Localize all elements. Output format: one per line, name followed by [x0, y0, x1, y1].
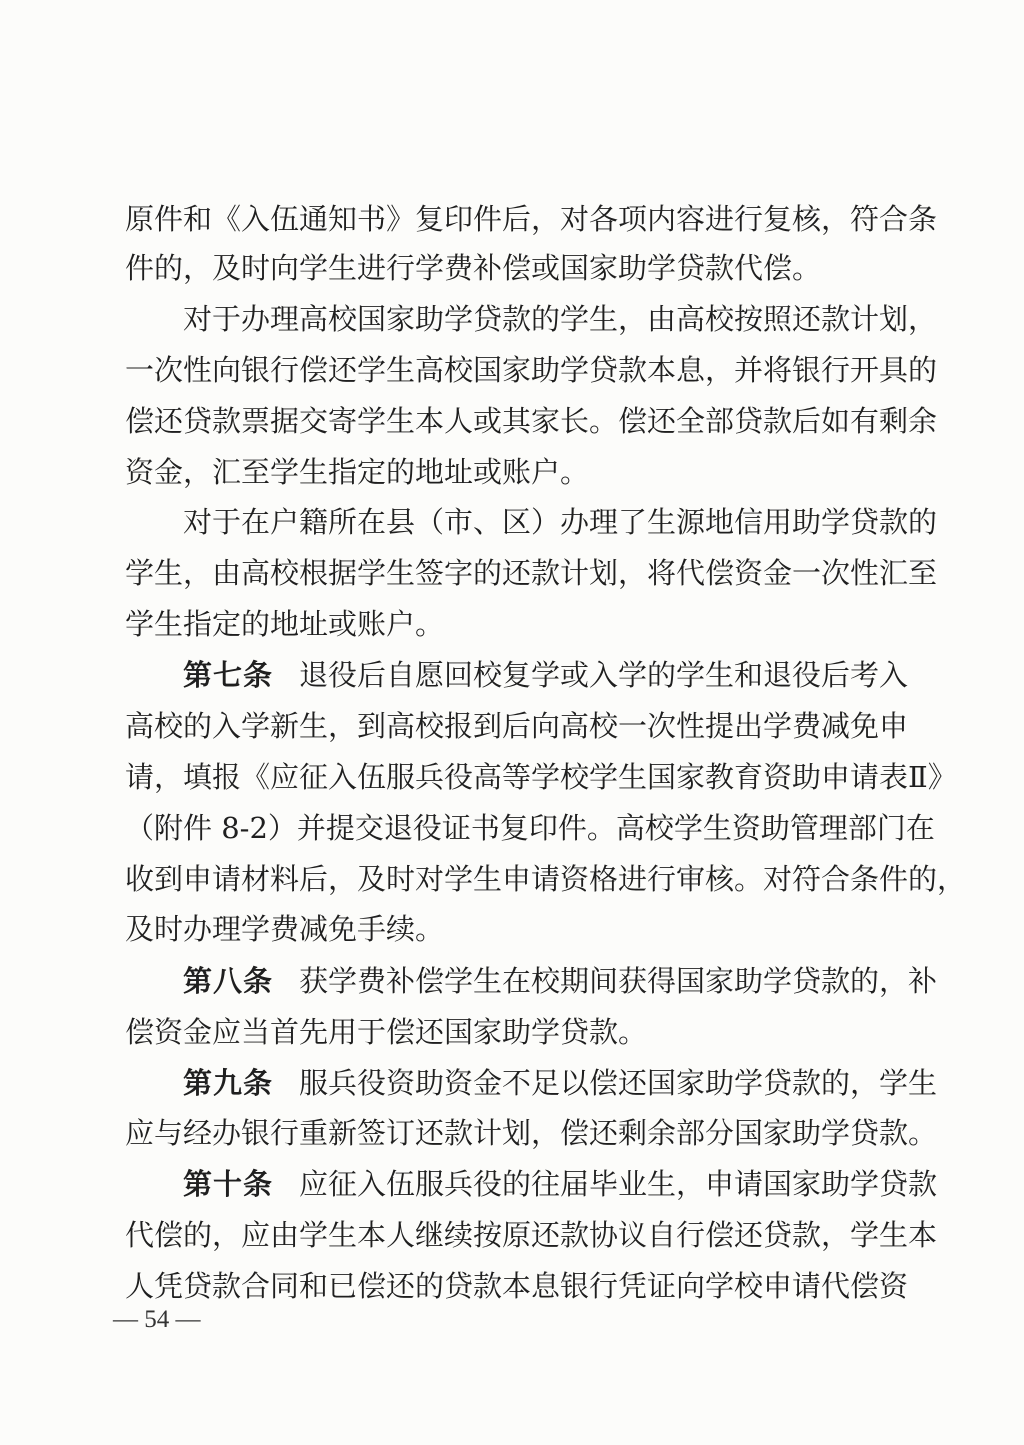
text-line-6: 资金，汇至学生指定的地址或账户。	[125, 455, 590, 489]
text-line-2: 件的，及时向学生进行学费补偿或国家助学贷款代偿。	[125, 251, 822, 285]
text-line-15: 及时办理学费减免手续。	[125, 912, 445, 946]
article-eight-line	[183, 961, 938, 1001]
text-line-11: 高校的入学新生，到高校报到后向高校一次性提出学费减免申	[125, 709, 909, 743]
article-seven-line	[183, 655, 909, 695]
article-nine-text: 服兵役资助资金不足以偿还国家助学贷款的，学生	[299, 1066, 938, 1100]
text-line-3: 对于办理高校国家助学贷款的学生，由高校按照还款计划，	[183, 302, 938, 336]
article-seven-text: 退役后自愿回校复学或入学的学生和退役后考入	[299, 658, 909, 692]
text-line-4: 一次性向银行偿还学生高校国家助学贷款本息，并将银行开具的	[125, 353, 938, 387]
article-ten-line	[183, 1164, 938, 1204]
text-line-17: 偿资金应当首先用于偿还国家助学贷款。	[125, 1015, 648, 1049]
text-line-21: 代偿的，应由学生本人继续按原还款协议自行偿还贷款，学生本	[125, 1218, 938, 1252]
text-line-7: 对于在户籍所在县（市、区）办理了生源地信用助学贷款的	[183, 505, 938, 539]
article-ten-text: 应征入伍服兵役的往届毕业生，申请国家助学贷款	[299, 1167, 938, 1201]
article-ten-label: 第十条	[183, 1167, 274, 1201]
article-nine-label: 第九条	[183, 1066, 274, 1100]
article-eight-text: 获学费补偿学生在校期间获得国家助学贷款的，补	[299, 964, 938, 998]
text-line-19: 应与经办银行重新签订还款计划，偿还剩余部分国家助学贷款。	[125, 1116, 938, 1150]
text-line-1: 原件和《入伍通知书》复印件后，对各项内容进行复核，符合条	[125, 202, 938, 236]
text-line-22: 人凭贷款合同和已偿还的贷款本息银行凭证向学校申请代偿资	[125, 1269, 909, 1303]
article-seven-label: 第七条	[183, 658, 274, 692]
text-line-14: 收到申请材料后，及时对学生申请资格进行审核。对符合条件的，	[125, 862, 967, 896]
text-line-9: 学生指定的地址或账户。	[125, 607, 445, 641]
text-line-5: 偿还贷款票据交寄学生本人或其家长。偿还全部贷款后如有剩余	[125, 404, 938, 438]
article-eight-label: 第八条	[183, 964, 274, 998]
text-line-8: 学生，由高校根据学生签字的还款计划，将代偿资金一次性汇至	[125, 556, 938, 590]
article-nine-line	[183, 1063, 938, 1103]
text-line-12: 请，填报《应征入伍服兵役高等学校学生国家教育资助申请表Ⅱ》	[125, 760, 957, 794]
page-number: — 54 —	[113, 1306, 201, 1333]
text-line-13: （附件 8-2）并提交退役证书复印件。高校学生资助管理部门在	[125, 811, 935, 845]
